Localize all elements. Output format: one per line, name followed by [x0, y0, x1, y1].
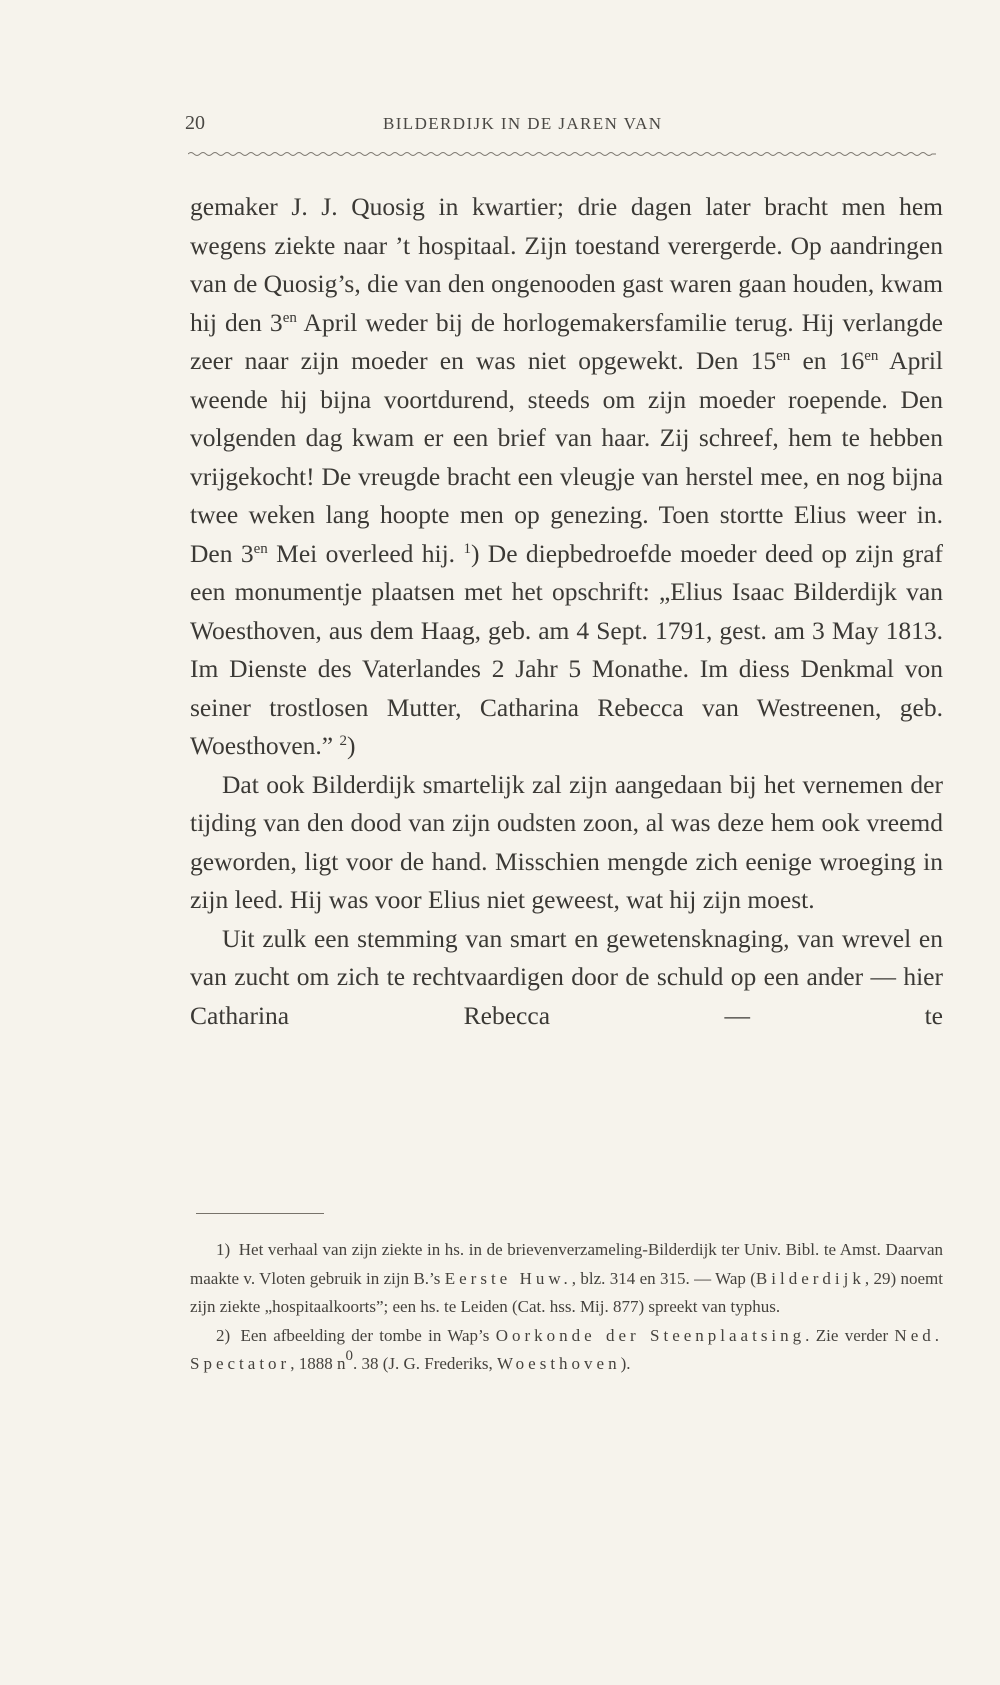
page-number: 20	[185, 112, 205, 134]
footnote-2: 2) Een afbeelding der tombe in Wap’s Oorkonde der Steenplaatsing. Zie verder Ned. Spectator, 1888 $n^0$. 38 (J. G. Frederiks, Woesthoven).	[190, 1325, 943, 1373]
footnote-1-mark: 1)	[216, 1240, 231, 1259]
paragraph-1: gemaker J. J. Quosig in kwartier; drie dagen later bracht men hem wegens ziekte naar ’t hospitaal. Zijn toestand verergerde. Op aandringen van de Quosig’s, die van den ongenooden gast waren gaan houden, kwam hij den $3^{en}$ April weder bij de horlogemakersfamilie terug. Hij verlangde zeer naar zijn moeder en was niet opgewekt. Den $15^{en}$ en $16^{en}$ April weende hij bijna voortdurend, steeds om zijn moeder roepende. Den volgenden dag kwam er een brief van haar. Zij schreef, hem te hebben vrijgekocht! De vreugde bracht een vleugje van herstel mee, en nog bijna twee weken lang hoopte men op genezing. Toen stortte Elius weer in. Den $3^{en}$ Mei overleed hij. $^1$) De diepbedroefde moeder deed op zijn graf een monumentje plaatsen met het opschrift: „Elius Isaac Bilderdijk van Woesthoven, aus dem Haag, geb. am 4 Sept. 1791, gest. am 3 May 1813. Im Dienste des Vaterlandes 2 Jahr 5 Monathe. Im diess Denkmal von seiner trostlosen Mutter, Catharina Rebecca van Westreenen, geb. Woesthoven.” $^2$)	[190, 192, 944, 760]
running-head	[185, 112, 940, 142]
footnote-separator	[196, 1213, 324, 1214]
wavy-header-rule	[188, 151, 936, 157]
footnote-ref-2: 2	[339, 733, 347, 749]
footnote-2-mark: 2)	[216, 1325, 231, 1345]
footnote-ref-1: 1	[463, 540, 471, 557]
footnotes	[190, 1236, 943, 1379]
running-title: BILDERDIJK IN DE JAREN VAN	[383, 114, 663, 133]
main-text	[190, 188, 943, 1035]
paragraph-2: Dat ook Bilderdijk smartelijk zal zijn aangedaan bij het vernemen der tijding van den dood van zijn oudsten zoon, al was deze hem ook vreemd geworden, ligt voor de hand. Misschien mengde zich eenige wroeging in zijn leed. Hij was voor Elius niet geweest, wat hij zijn moest.	[190, 769, 943, 914]
paragraph-3: Uit zulk een stemming van smart en gewetensknaging, van wrevel en van zucht om zich te rechtvaardigen door de schuld op een ander — hier Catharina Rebecca — te	[190, 923, 943, 1030]
footnote-1: 1) Het verhaal van zijn ziekte in hs. in de brievenverzameling-Bilderdijk ter Univ. Bibl. te Amst. Daarvan maakte v. Vloten gebruik in zijn B.’s Eerste Huw., blz. 314 en 315. — Wap (Bilderdijk, 29) noemt zijn ziekte „hospitaalkoorts”; een hs. te Leiden (Cat. hss. Mij. 877) spreekt van typhus.	[190, 1240, 944, 1316]
